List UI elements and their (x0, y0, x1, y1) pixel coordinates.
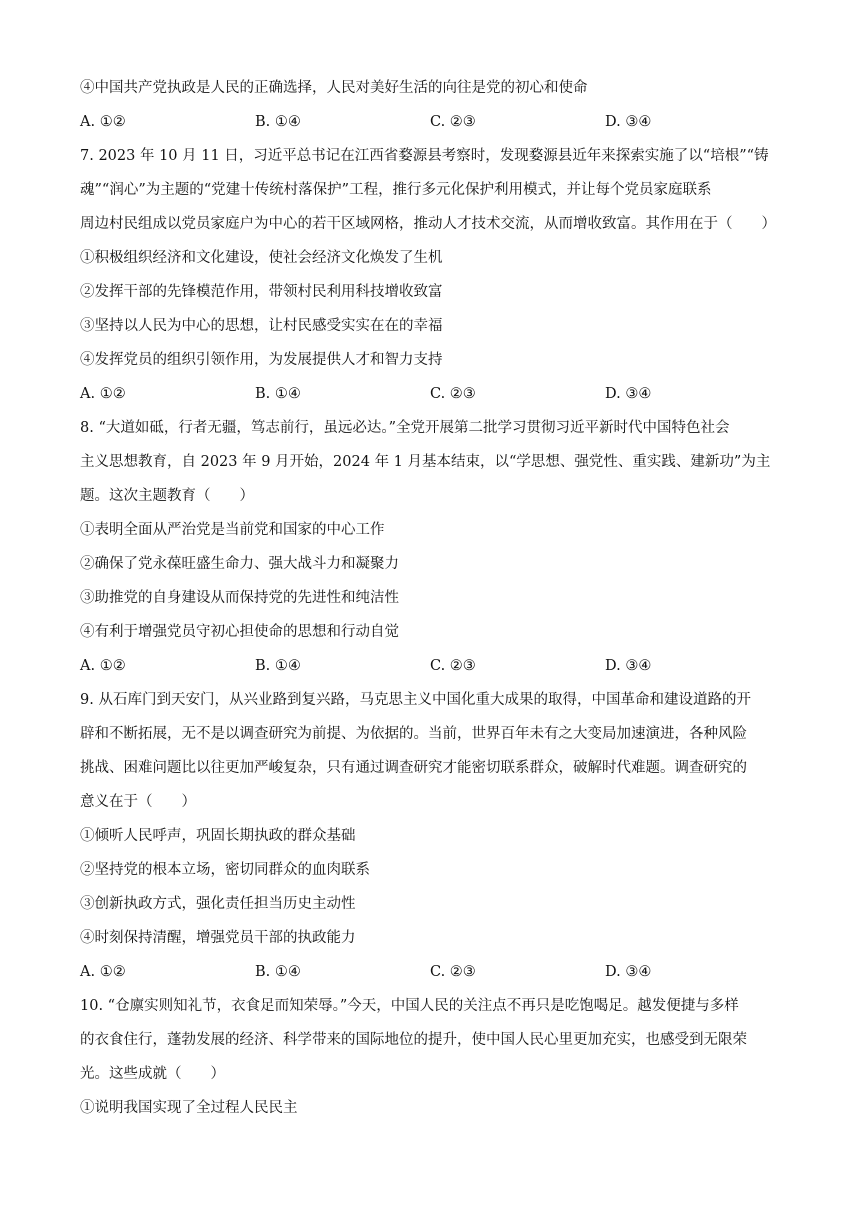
q7-stem-line: 魂”“润心”为主题的“党建十传统村落保护”工程，推行多元化保护利用模式，并让每个党员家庭联系 (80, 182, 712, 198)
q6-item-4: ④中国共产党执政是人民的正确选择，人民对美好生活的向往是党的初心和使命 (80, 80, 588, 96)
q9-option-c: C. ②③ (430, 964, 476, 980)
q9-item-1: ①倾听人民呼声，巩固长期执政的群众基础 (80, 828, 356, 844)
q6-options (80, 105, 780, 139)
document-content (80, 71, 780, 1125)
q9-item-2: ②坚持党的根本立场，密切同群众的血肉联系 (80, 862, 370, 878)
q8-item-2: ②确保了党永葆旺盛生命力、强大战斗力和凝聚力 (80, 556, 399, 572)
q7-stem (80, 139, 780, 241)
q9-option-d: D. ③④ (605, 964, 652, 980)
q8-item-1: ①表明全面从严治党是当前党和国家的中心工作 (80, 522, 385, 538)
q6-option-b: B. ①④ (255, 114, 301, 130)
q9-stem-line: 9. 从石库门到天安门，从兴业路到复兴路，马克思主义中国化重大成果的取得，中国革命和建设道路的开 (80, 692, 751, 708)
q9-stem (80, 683, 780, 819)
q9-item-4: ④时刻保持清醒，增强党员干部的执政能力 (80, 930, 356, 946)
q9-option-b: B. ①④ (255, 964, 301, 980)
q7-item-1: ①积极组织经济和文化建设，使社会经济文化焕发了生机 (80, 250, 443, 266)
q9-stem-line: 意义在于（ ） (80, 794, 196, 810)
q8-option-c: C. ②③ (430, 658, 476, 674)
q8-item-4: ④有利于增强党员守初心担使命的思想和行动自觉 (80, 624, 399, 640)
q8-option-b: B. ①④ (255, 658, 301, 674)
q8-item-3: ③助推党的自身建设从而保持党的先进性和纯洁性 (80, 590, 399, 606)
q9-item-3: ③创新执政方式，强化责任担当历史主动性 (80, 896, 356, 912)
q7-option-d: D. ③④ (605, 386, 652, 402)
q6-option-d: D. ③④ (605, 114, 652, 130)
q8-option-a: A. ①② (80, 658, 126, 674)
q8-options (80, 649, 780, 683)
q7-item-4: ④发挥党员的组织引领作用，为发展提供人才和智力支持 (80, 352, 443, 368)
q10-stem-line: 光。这些成就（ ） (80, 1066, 225, 1082)
q7-item-3: ③坚持以人民为中心的思想，让村民感受实实在在的幸福 (80, 318, 443, 334)
q9-option-a: A. ①② (80, 964, 126, 980)
q9-stem-line: 挑战、困难问题比以往更加严峻复杂，只有通过调查研究才能密切联系群众，破解时代难题。调查研究的 (80, 760, 747, 776)
q8-stem-line: 8. “大道如砥，行者无疆，笃志前行，虽远必达。”全党开展第二批学习贯彻习近平新时代中国特色社会 (80, 420, 730, 436)
q7-stem-line: 7. 2023 年 10 月 11 日，习近平总书记在江西省婺源县考察时，发现婺源县近年来探索实施了以“培根”“铸 (80, 148, 769, 164)
q7-options (80, 377, 780, 411)
q8-stem-line: 题。这次主题教育（ ） (80, 488, 254, 504)
q7-option-b: B. ①④ (255, 386, 301, 402)
q7-option-c: C. ②③ (430, 386, 476, 402)
q9-options (80, 955, 780, 989)
q7-option-a: A. ①② (80, 386, 126, 402)
q9-stem-line: 辟和不断拓展，无不是以调查研究为前提、为依据的。当前，世界百年未有之大变局加速演进，各种风险 (80, 726, 747, 742)
q7-stem-line: 周边村民组成以党员家庭户为中心的若干区域网格，推动人才技术交流，从而增收致富。其作用在于（ ） (80, 216, 776, 232)
q10-stem-line: 10. “仓廪实则知礼节，衣食足而知荣辱。”今天，中国人民的关注点不再只是吃饱喝足。越发便捷与多样 (80, 998, 739, 1014)
q6-option-a: A. ①② (80, 114, 126, 130)
q8-stem (80, 411, 780, 513)
q10-item-1: ①说明我国实现了全过程人民民主 (80, 1100, 298, 1116)
q8-option-d: D. ③④ (605, 658, 652, 674)
q7-item-2: ②发挥干部的先锋模范作用，带领村民利用科技增收致富 (80, 284, 443, 300)
q6-option-c: C. ②③ (430, 114, 476, 130)
q10-stem (80, 989, 780, 1091)
q10-stem-line: 的衣食住行，蓬勃发展的经济、科学带来的国际地位的提升，使中国人民心里更加充实，也感受到无限荣 (80, 1032, 747, 1048)
q8-stem-line: 主义思想教育，自 2023 年 9 月开始，2024 年 1 月基本结束，以“学思想、强党性、重实践、建新功”为主 (80, 454, 771, 470)
